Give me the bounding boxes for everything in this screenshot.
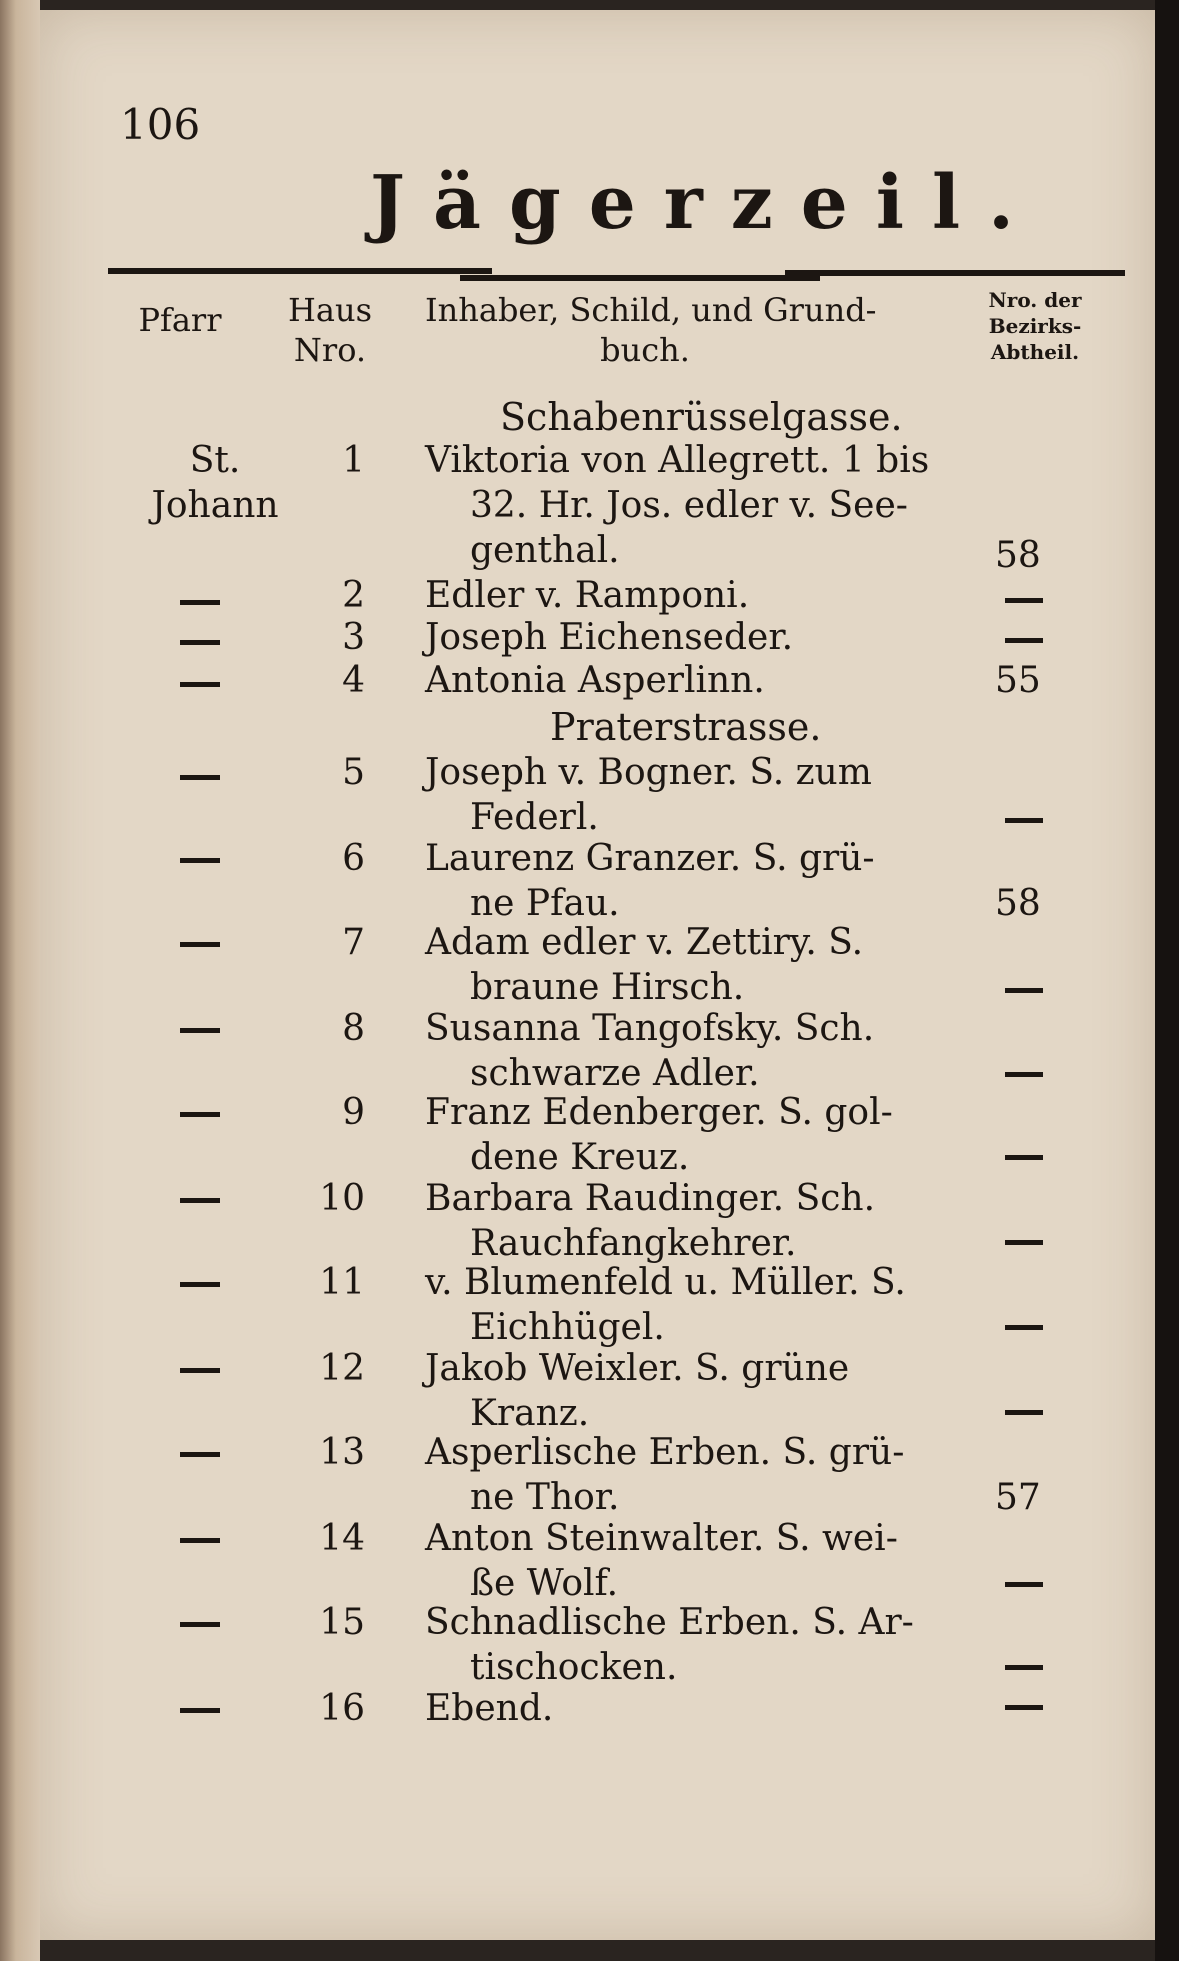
house-number: 11 <box>319 1262 365 1303</box>
street-heading: Praterstrasse. <box>550 705 822 749</box>
header-rule-left <box>108 268 492 274</box>
ditto-mark <box>180 600 220 605</box>
owner-line: Adam edler v. Zettiry. S. <box>425 922 864 963</box>
house-number: 3 <box>342 617 365 658</box>
owner-line: v. Blumenfeld u. Müller. S. <box>425 1262 906 1303</box>
owner-line: Viktoria von Allegrett. 1 bis <box>425 440 930 481</box>
ditto-mark <box>180 1198 220 1203</box>
house-number: 6 <box>342 838 365 879</box>
ditto-mark <box>180 682 220 687</box>
owner-line: Barbara Raudinger. Sch. <box>425 1178 876 1219</box>
owner-line: dene Kreuz. <box>470 1137 690 1178</box>
book-gutter <box>0 0 40 1961</box>
district-number: 58 <box>995 535 1041 576</box>
house-number: 2 <box>342 575 365 616</box>
owner-line: Jakob Weixler. S. grüne <box>425 1348 850 1389</box>
owner-line: Laurenz Granzer. S. grü- <box>425 838 875 879</box>
house-number: 9 <box>342 1092 365 1133</box>
house-number: 16 <box>319 1688 365 1729</box>
ditto-mark <box>180 1282 220 1287</box>
owner-line: Kranz. <box>470 1393 590 1434</box>
ditto-mark <box>1005 638 1043 643</box>
owner-line: ße Wolf. <box>470 1563 619 1604</box>
owner-line: Federl. <box>470 797 599 838</box>
ditto-mark <box>1005 1072 1043 1077</box>
ditto-mark <box>180 1028 220 1033</box>
owner-line: Eichhügel. <box>470 1307 665 1348</box>
owner-line: Joseph Eichenseder. <box>425 617 794 658</box>
house-number: 15 <box>319 1602 365 1643</box>
owner-line: Edler v. Ramponi. <box>425 575 750 616</box>
ditto-mark <box>1005 1325 1043 1330</box>
owner-line: Ebend. <box>425 1688 554 1729</box>
header-pfarr: Pfarr <box>138 301 222 339</box>
pfarr-cell: Johann <box>151 485 279 526</box>
owner-line: ne Pfau. <box>470 883 620 924</box>
ditto-mark <box>180 775 220 780</box>
ditto-mark <box>180 1622 220 1627</box>
ditto-mark <box>1005 1240 1043 1245</box>
ditto-mark <box>180 640 220 645</box>
owner-line: 32. Hr. Jos. edler v. See- <box>470 485 908 526</box>
ditto-mark <box>1005 1665 1043 1670</box>
header-bezirk-3: Abtheil. <box>990 340 1080 364</box>
owner-line: braune Hirsch. <box>470 967 745 1008</box>
ditto-mark <box>180 858 220 863</box>
owner-line: Antonia Asperlinn. <box>425 660 765 701</box>
header-inhaber: Inhaber, Schild, und Grund- <box>425 291 877 329</box>
district-number: 58 <box>995 883 1041 924</box>
owner-line: genthal. <box>470 530 620 571</box>
header-haus: Haus <box>287 291 372 329</box>
house-number: 12 <box>319 1348 365 1389</box>
header-rule-right <box>785 270 1125 276</box>
ditto-mark <box>1005 988 1043 993</box>
ditto-mark <box>1005 818 1043 823</box>
owner-line: Asperlische Erben. S. grü- <box>425 1432 905 1473</box>
house-number: 14 <box>319 1518 365 1559</box>
book-edge <box>1155 0 1179 1961</box>
ditto-mark <box>180 1368 220 1373</box>
street-heading: Schabenrüsselgasse. <box>500 395 903 439</box>
header-inhaber-buch: buch. <box>600 331 690 369</box>
ditto-mark <box>180 1708 220 1713</box>
owner-line: Rauchfangkehrer. <box>470 1223 797 1264</box>
district-number: 57 <box>995 1477 1041 1518</box>
ditto-mark <box>180 942 220 947</box>
district-number: 55 <box>995 660 1041 701</box>
owner-line: Joseph v. Bogner. S. zum <box>425 752 872 793</box>
ditto-mark <box>180 1538 220 1543</box>
owner-line: schwarze Adler. <box>470 1053 760 1094</box>
book-page <box>40 10 1155 1940</box>
page-number: 106 <box>120 100 201 149</box>
header-haus-nro: Nro. <box>293 331 367 369</box>
owner-line: Anton Steinwalter. S. wei- <box>425 1518 898 1559</box>
ditto-mark <box>1005 598 1043 603</box>
owner-line: ne Thor. <box>470 1477 620 1518</box>
house-number: 10 <box>319 1178 365 1219</box>
ditto-mark <box>1005 1582 1043 1587</box>
owner-line: Schnadlische Erben. S. Ar- <box>425 1602 914 1643</box>
header-bezirk-1: Nro. der <box>988 288 1082 312</box>
owner-line: tischocken. <box>470 1647 678 1688</box>
ditto-mark <box>1005 1410 1043 1415</box>
house-number: 13 <box>319 1432 365 1473</box>
header-rule-middle <box>460 275 820 281</box>
ditto-mark <box>180 1452 220 1457</box>
ditto-mark <box>180 1112 220 1117</box>
house-number: 5 <box>342 752 365 793</box>
house-number: 4 <box>342 660 365 701</box>
house-number: 1 <box>342 440 365 481</box>
house-number: 7 <box>342 922 365 963</box>
house-number: 8 <box>342 1008 365 1049</box>
page-title: Jägerzeil. <box>370 160 1042 246</box>
header-bezirk-2: Bezirks- <box>988 314 1082 338</box>
owner-line: Franz Edenberger. S. gol- <box>425 1092 893 1133</box>
ditto-mark <box>1005 1155 1043 1160</box>
pfarr-cell: St. <box>189 440 241 481</box>
owner-line: Susanna Tangofsky. Sch. <box>425 1008 875 1049</box>
ditto-mark <box>1005 1705 1043 1710</box>
